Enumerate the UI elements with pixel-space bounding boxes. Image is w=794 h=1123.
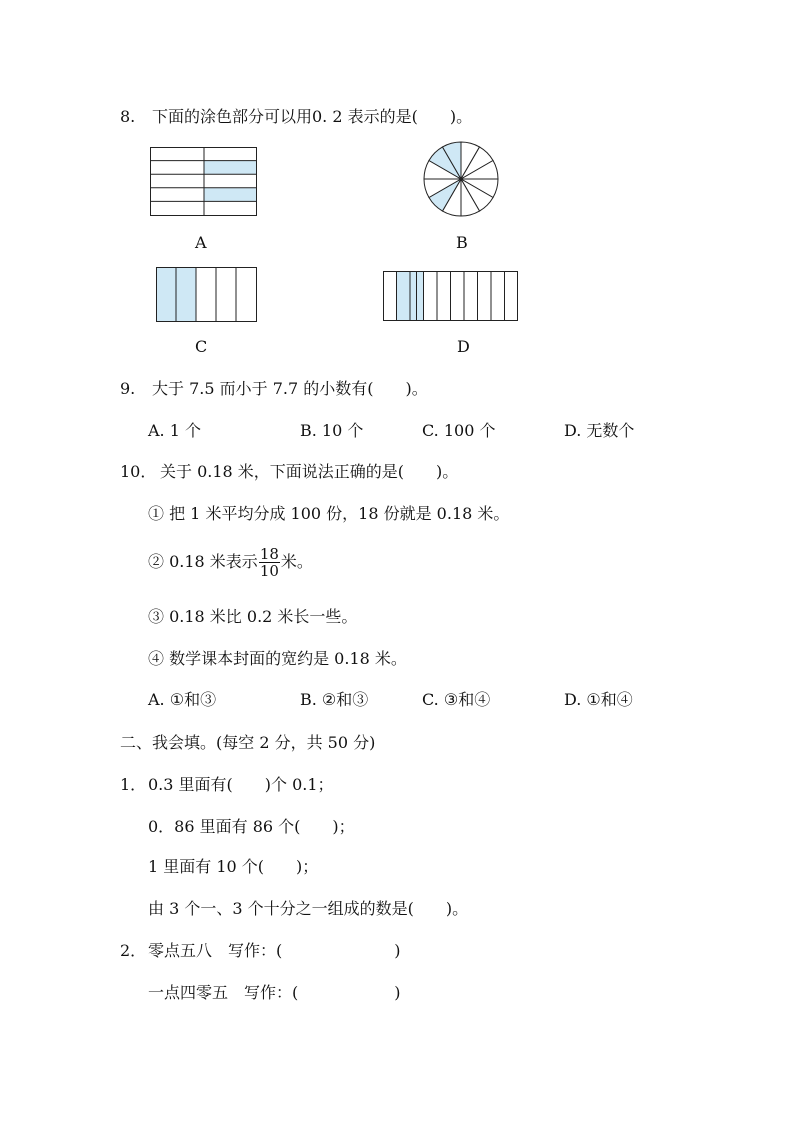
q10-s2-suffix: 米。 xyxy=(280,552,313,571)
q8-number: 8. xyxy=(120,107,136,126)
f1-line-3: 1 里面有 10 个( )； xyxy=(148,857,319,876)
f2-line-2: 一点四零五 写作：( ) xyxy=(148,983,401,1002)
f2-number: 2． xyxy=(120,941,147,960)
q10-statement-1: ① 把 1 米平均分成 100 份，18 份就是 0.18 米。 xyxy=(148,504,510,523)
q10-statement-4: ④ 数学课本封面的宽约是 0.18 米。 xyxy=(148,649,407,668)
fraction xyxy=(259,546,280,579)
q9-option-a: A. 1 个 xyxy=(148,421,201,440)
figure-c-strips xyxy=(156,267,257,322)
f1-line-4: 由 3 个一、3 个十分之一组成的数是( )。 xyxy=(148,899,469,918)
f1-line-1: 0.3 里面有( )个 0.1； xyxy=(148,775,334,794)
figure-a-grid xyxy=(150,147,257,216)
figure-d-strips xyxy=(383,271,518,321)
q8-text: 下面的涂色部分可以用0. 2 表示的是( )。 xyxy=(152,107,473,126)
q9-text: 大于 7.5 而小于 7.7 的小数有( )。 xyxy=(152,379,428,398)
fig-a-shade-1 xyxy=(204,161,257,175)
figure-a-label: A xyxy=(195,233,207,252)
figure-b-circle xyxy=(423,141,499,217)
q10-number: 10． xyxy=(120,462,157,481)
q9-option-d: D. 无数个 xyxy=(564,421,635,440)
q10-option-b: B. ②和③ xyxy=(300,690,369,709)
f2-line-1: 零点五八 写作：( ) xyxy=(148,941,401,960)
q10-statement-3: ③ 0.18 米比 0.2 米长一些。 xyxy=(148,607,358,626)
q10-s2-prefix: ② 0.18 米表示 xyxy=(148,552,258,571)
q10-option-a: A. ①和③ xyxy=(148,690,217,709)
figure-c-label: C xyxy=(195,337,208,356)
section-2-title: 二、我会填。(每空 2 分，共 50 分) xyxy=(120,733,376,752)
figure-d-label: D xyxy=(457,337,470,356)
q9-option-b: B. 10 个 xyxy=(300,421,364,440)
fraction-denominator: 10 xyxy=(259,562,279,580)
q9-number: 9. xyxy=(120,379,136,398)
fig-a-shade-2 xyxy=(204,188,257,202)
fraction-numerator: 18 xyxy=(259,545,279,563)
q10-option-d: D. ①和④ xyxy=(564,690,633,709)
f1-line-2: 0．86 里面有 86 个( )； xyxy=(148,817,355,836)
f1-number: 1． xyxy=(120,775,147,794)
q10-text: 关于 0.18 米，下面说法正确的是( )。 xyxy=(160,462,459,481)
figure-b-label: B xyxy=(456,233,468,252)
q10-option-c: C. ③和④ xyxy=(422,690,491,709)
q9-option-c: C. 100 个 xyxy=(422,421,496,440)
q10-statement-2 xyxy=(148,542,313,582)
